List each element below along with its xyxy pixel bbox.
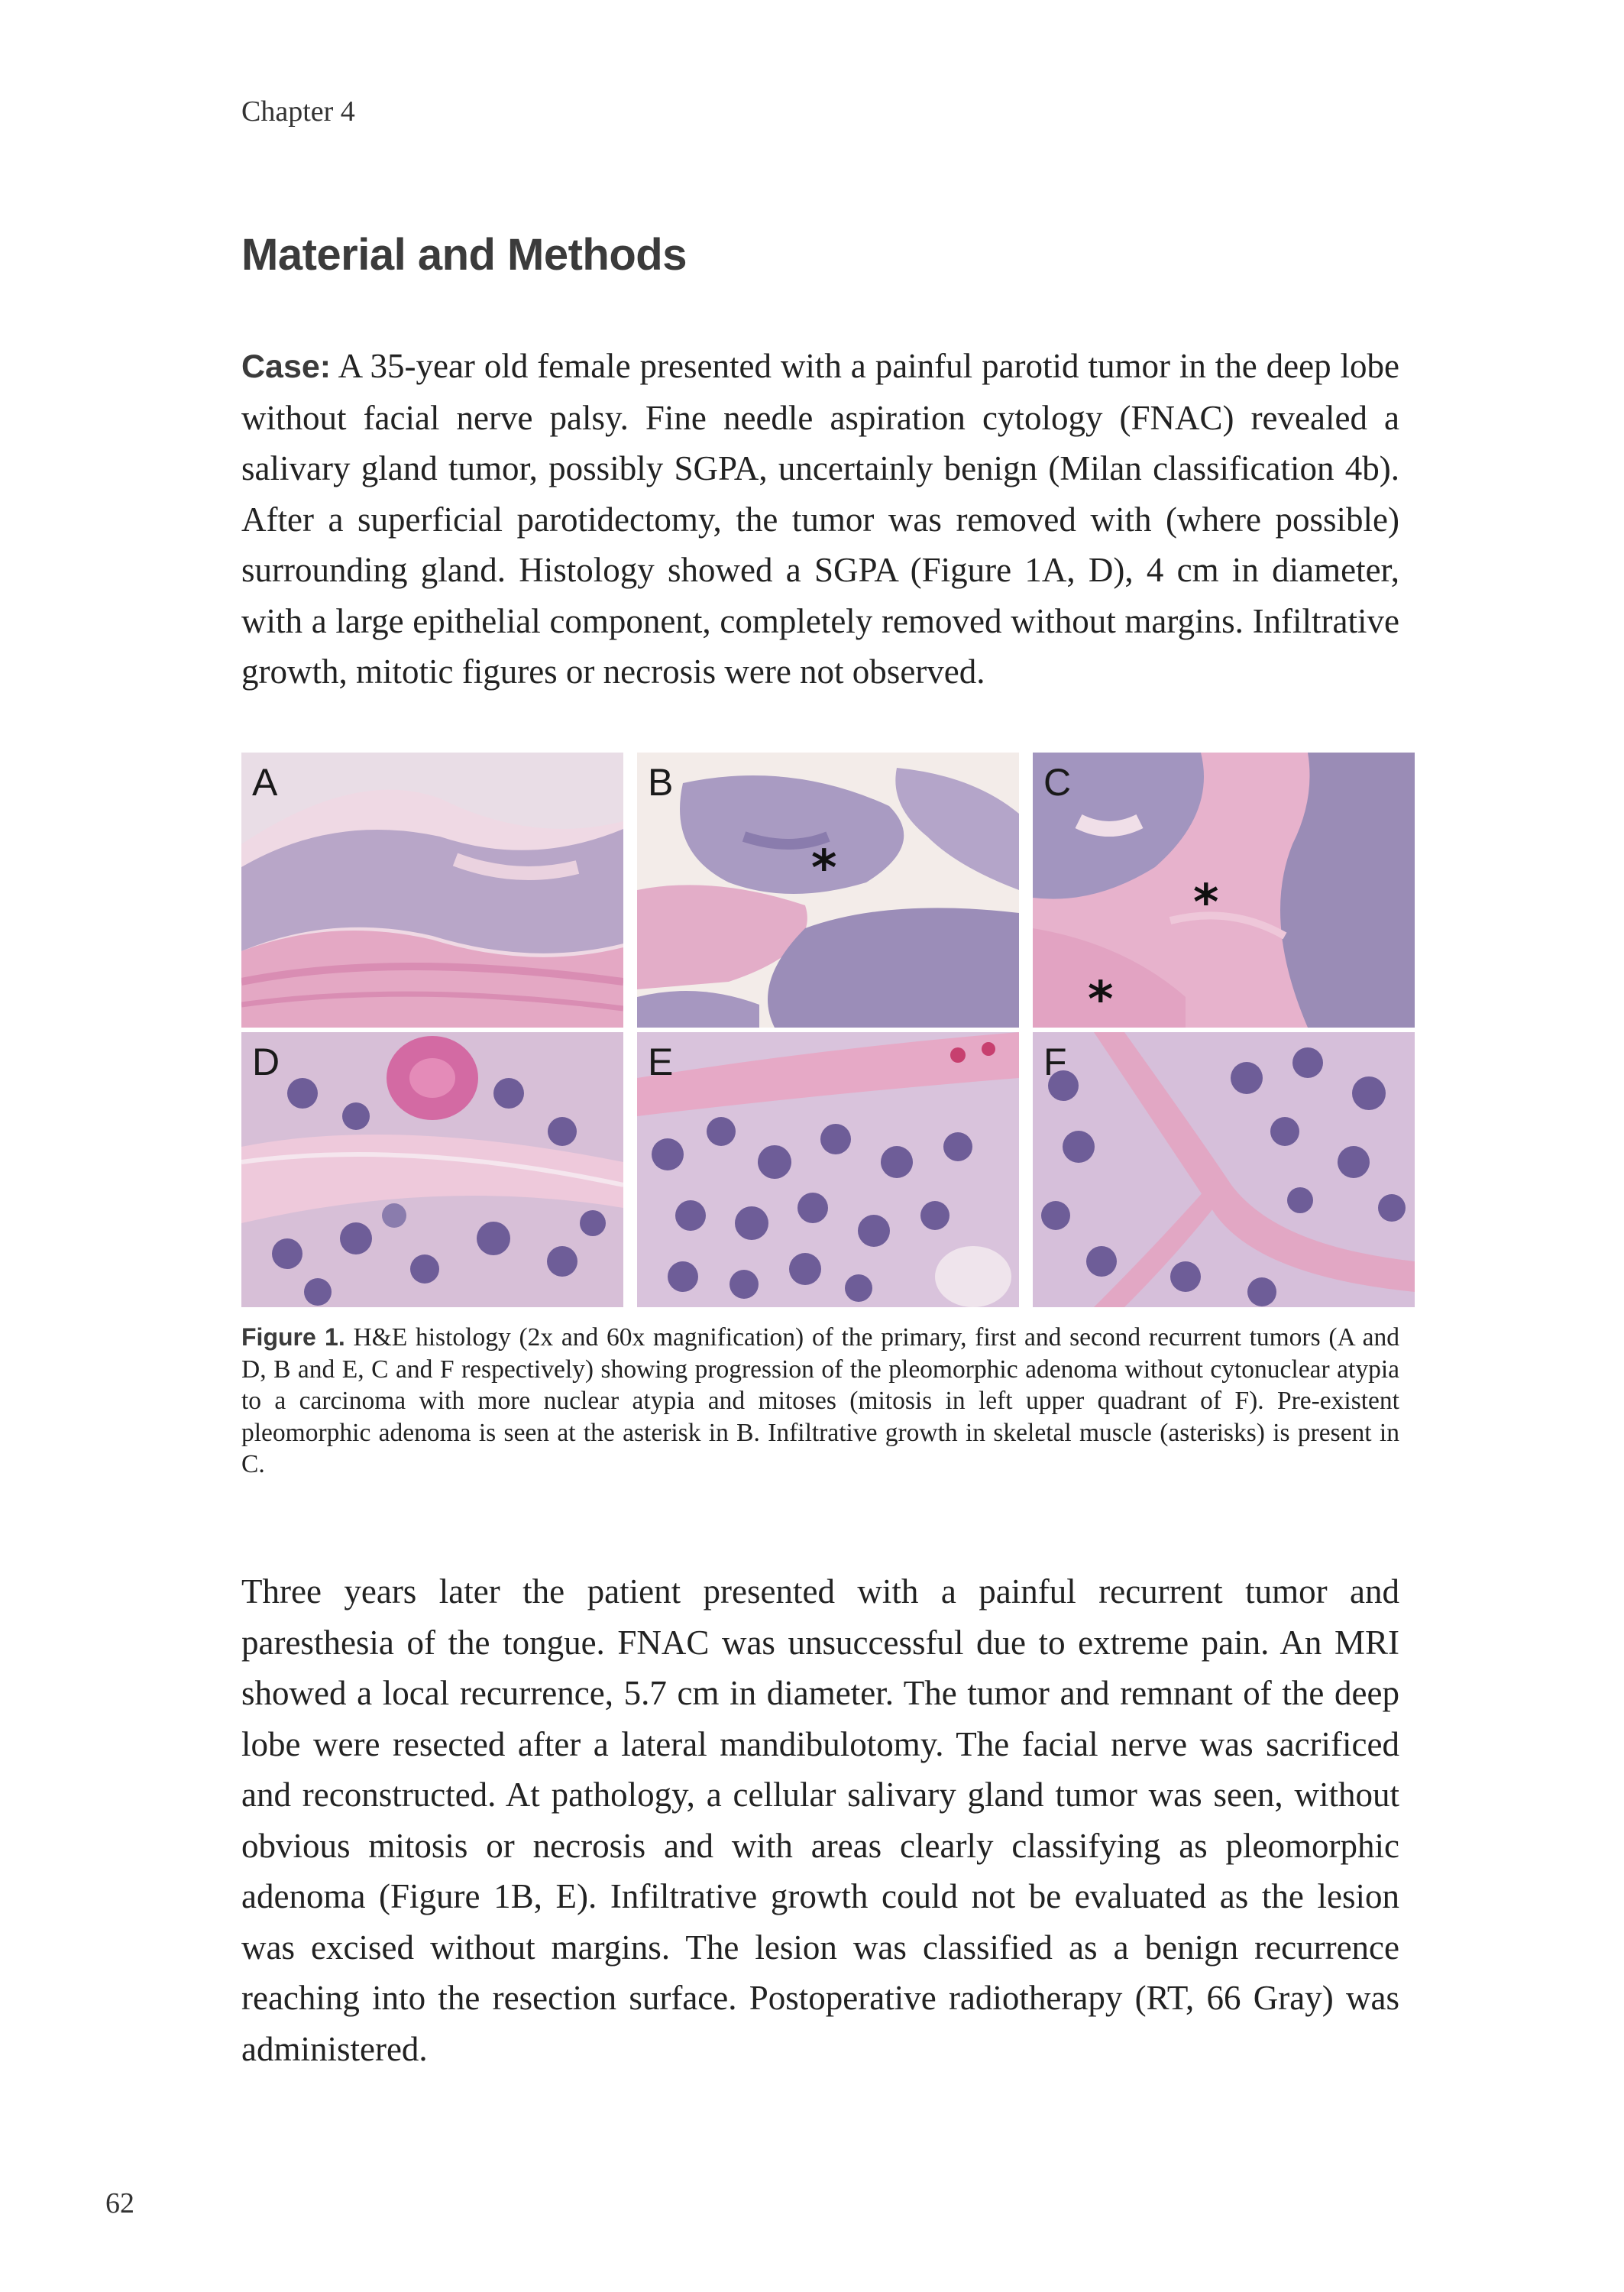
case-paragraph bbox=[241, 341, 1399, 698]
figure-caption bbox=[241, 1322, 1399, 1481]
panel-e-micrograph bbox=[637, 1032, 1019, 1307]
running-head: Chapter 4 bbox=[241, 96, 355, 128]
panel-c-letter: C bbox=[1043, 761, 1072, 804]
panel-d-image bbox=[241, 1032, 623, 1307]
figure-caption-text: H&E histology (2x and 60x magnification) of the primary, first and second recurrent tumors (A and D, B and E, C and F respectively) showing progression of the pleomorphic adenoma without cytonuclear atypia to a carcinoma with more nuclear atypia and mitoses (mitosis in left upper quadrant of F). Pre-existent pleomorphic adenoma is seen at the asterisk in B. Infiltrative growth in skeletal muscle (asterisks) is present in C. bbox=[241, 1323, 1400, 1478]
case-run-in-label: Case: bbox=[241, 348, 332, 385]
panel-d-letter: D bbox=[252, 1041, 280, 1083]
panel-f-micrograph bbox=[1033, 1032, 1415, 1307]
section-title: Material and Methods bbox=[241, 230, 687, 280]
page-number: 62 bbox=[105, 2187, 134, 2219]
panel-b-asterisk: * bbox=[811, 840, 837, 897]
panel-c-asterisk-upper: * bbox=[1193, 875, 1219, 931]
panel-a-micrograph bbox=[241, 753, 623, 1028]
recurrence-paragraph: Three years later the patient presented with a painful recurrent tumor and paresthesia of the tongue. FNAC was unsuccessful due to extreme pain. An MRI showed a local recurrence, 5.7 cm in diameter. The tumor and remnant of the deep lobe were resected after a lateral mandibulotomy. The facial nerve was sacrificed and reconstructed. At pathology, a cellular salivary gland tumor was seen, without obvious mitosis or necrosis and with areas clearly classifying as pleomorphic adenoma (Figure 1B, E). Infiltrative growth could not be evaluated as the lesion was excised without margins. The lesion was classified as a benign recurrence reaching into the resection surface. Postoperative radiotherapy (RT, 66 Gray) was administered. bbox=[241, 1572, 1399, 2068]
panel-a-image bbox=[241, 753, 623, 1028]
panel-c-asterisk-lower: * bbox=[1088, 972, 1114, 1028]
panel-c-image bbox=[1033, 753, 1415, 1028]
figure-1 bbox=[241, 753, 1401, 1307]
panel-f-letter: F bbox=[1043, 1041, 1067, 1083]
panel-b-image bbox=[637, 753, 1019, 1028]
panel-d-micrograph bbox=[241, 1032, 623, 1307]
case-paragraph-text: A 35-year old female presented with a painful parotid tumor in the deep lobe without facial nerve palsy. Fine needle aspiration cytology (FNAC) revealed a salivary gland tumor, possibly SGPA, uncertainly benign (Milan classification 4b). After a superficial parotidectomy, the tumor was removed with (where possible) surrounding gland. Histology showed a SGPA (Figure 1A, D), 4 cm in diameter, with a large epithelial component, completely removed without margins. Infiltrative growth, mitotic figures or necrosis were not observed. bbox=[241, 347, 1399, 691]
panel-f-image bbox=[1033, 1032, 1415, 1307]
panel-e-image bbox=[637, 1032, 1019, 1307]
figure-caption-label: Figure 1. bbox=[241, 1323, 345, 1351]
panel-a-letter: A bbox=[252, 761, 278, 804]
panel-e-letter: E bbox=[648, 1041, 674, 1083]
panel-b-letter: B bbox=[648, 761, 674, 804]
